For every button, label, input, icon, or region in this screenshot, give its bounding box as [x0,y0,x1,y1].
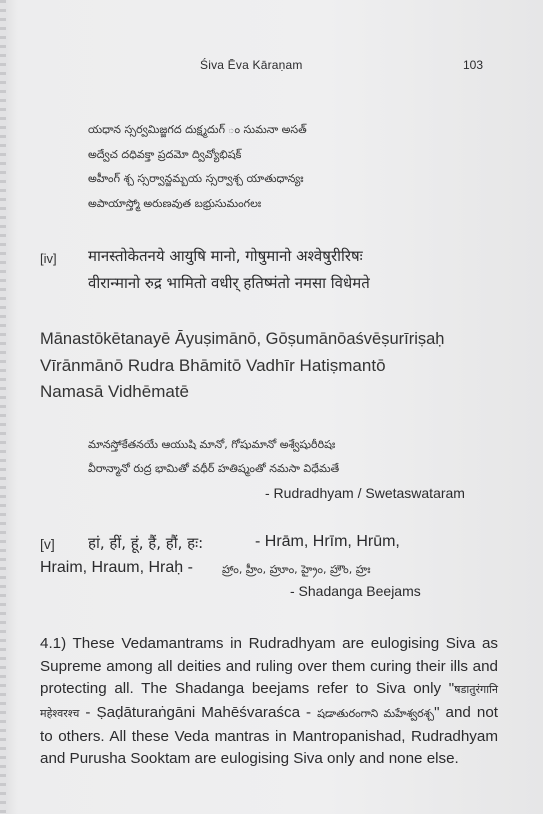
page-edge [0,0,6,814]
paragraph-part-3: " and not to others. All these Veda mantras in Mantropanishad, Rudradhyam and Purusha Sooktam are eulogising Siva only and none else. [40,703,498,768]
verse-iv-translit-1: Mānastōkētanayē Āyuṣimānō, Gōṣumānōaśvēṣurīriṣaḥ [40,330,445,348]
verse-v-devanagari: हां, हीं, हूं, हैं, हौं, हः: [88,534,204,552]
paragraph-part-1: 4.1) These Vedamantrams in Rudradhyam are eulogising Siva as Supreme among all deities and ruling over them curing their ills and protecting all. The Shadanga beejams refer to Siva only " [40,635,498,698]
telugu-line-2: అద్వేచ దధివక్తా ప్రదమో ద్వివ్యోభిషక్ [88,148,242,161]
page-number: 103 [463,58,484,72]
verse-iv-translit-2: Vīrānmānō Rudra Bhāmitō Vadhīr Hatiṣmantō [40,356,386,375]
verse-iv-devanagari-2: वीरान्मानो रुद्र भामितो वधीर् हतिष्मंतो नमसा विधेमते [88,274,370,292]
page-header [0,58,543,76]
verse-v-label: [v] [40,536,55,552]
paragraph-devanagari-quote: षडातुरंगानि महेश्वरश्च [40,683,498,720]
verse-v-translit-1: - Hrām, Hrīm, Hrūm, [255,533,400,550]
paragraph-telugu-quote: షడాతురంగాని మహేశ్వరశ్చ [317,706,435,720]
verse-iv-label: [iv] [40,251,57,266]
paragraph-4-1 [40,633,498,771]
verse-iv-translit-3: Namasā Vidhēmatē [40,382,189,401]
verse-iv-devanagari-1: मानस्तोकेतनये आयुषि मानो, गोषुमानो अश्वेषुरीरिषः [88,247,363,265]
telugu-line-1: యధాన స్సర్వమిజ్జగద దుక్ష్మదుగ్ ం సుమనా అసత్ [88,123,307,136]
telugu-line-3: అహీంగ్ శ్చ స్సర్వాన్జమ్బయ స్సర్వాశ్చ యాతుధాన్యః [88,172,304,185]
running-title: Śiva Ēva Kāraṇam [200,58,303,72]
verse-v-attribution: - Shadanga Beejams [290,583,421,599]
verse-v-translit-2: Hraim, Hraum, Hraḥ - [40,559,193,576]
paragraph-part-2: - Ṣaḍāturaṅgāni Mahēśvaraśca - [79,703,318,721]
verse-v-telugu: హ్రాం, హ్రీం, హ్రూం, హ్రైం, హ్రౌం, హ్రః [222,563,371,576]
verse-iv-telugu-1: మానస్తోకేతనయే ఆయుషి మానో, గోషుమానో అశ్వేషురీరిషః [88,438,336,451]
verse-iv-telugu-2: వీరాన్మానో రుద్ర భామితో వధీర్ హతిష్మంతో నమసా విధేమతే [88,462,340,475]
verse-iv-attribution: - Rudradhyam / Swetaswataram [265,485,465,501]
telugu-line-4: అపాయాస్త్మో అరుణవుత బభ్రుసుమంగలః [88,197,262,210]
